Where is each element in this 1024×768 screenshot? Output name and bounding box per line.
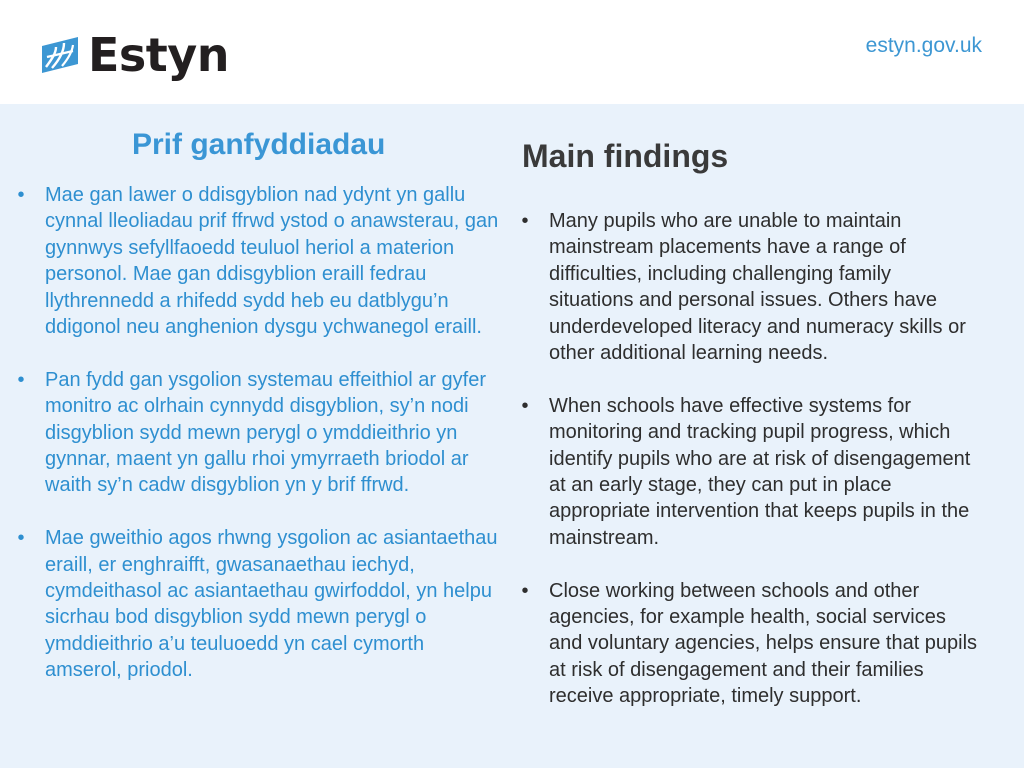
site-url-link[interactable]: estyn.gov.uk xyxy=(865,34,982,57)
bullet-dot: • xyxy=(17,527,25,550)
estyn-logo[interactable] xyxy=(42,28,230,82)
list-item xyxy=(14,525,504,683)
list-item xyxy=(14,182,504,340)
list-item xyxy=(518,208,978,366)
welsh-title: Prif ganfyddiadau xyxy=(132,128,386,161)
bullet-dot: • xyxy=(521,579,529,602)
list-item-text: Many pupils who are unable to maintain mainstream placements have a range of difficulties, including challenging family situations and personal issues. Others have underdeveloped literacy and numeracy skills or other additional learning needs. xyxy=(549,210,966,365)
list-item-text: Pan fydd gan ysgolion systemau effeithiol ar gyfer monitro ac olrhain cynnydd disgyblion, sy’n nodi disgyblion sydd mewn perygl o ymddieithrio yn gynnar, maent yn gallu rhoi ymyrraeth briodol ar waith sy’n cadw disgyblion yn y brif ffrwd. xyxy=(45,368,486,497)
english-findings-list xyxy=(518,208,978,736)
list-item-text: Close working between schools and other agencies, for example health, social services and voluntary agencies, helps ensure that pupils at risk of disengagement and their families receive appropriate, timely support. xyxy=(549,579,978,708)
list-item xyxy=(14,367,504,499)
bullet-dot: • xyxy=(521,394,529,417)
page-header xyxy=(0,0,1024,104)
list-item-text: Mae gweithio agos rhwng ysgolion ac asiantaethau eraill, er enghraifft, gwasanaethau iechyd, cymdeithasol ac asiantaethau gwirfoddol, yn helpu sicrhau bod disgyblion sydd mewn perygl o ymddieithrio a’u teuluoedd yn cael cymorth amserol, priodol. xyxy=(45,527,498,682)
english-title: Main findings xyxy=(522,138,729,174)
list-item-text: When schools have effective systems for monitoring and tracking pupil progress, which identify pupils who are at risk of disengagement at an early stage, they can put in place appropriate intervention that keeps pupils in the mainstream. xyxy=(549,394,971,549)
logo-wordmark: Estyn xyxy=(88,28,230,82)
bullet-dot: • xyxy=(17,368,25,391)
estyn-logo-icon xyxy=(42,37,78,73)
list-item-text: Mae gan lawer o ddisgyblion nad ydynt yn gallu cynnal lleoliadau prif ffrwd ystod o anawsterau, gan gynnwys sefyllfaoedd teuluol heriol a materion personol. Mae gan ddisgyblion eraill fedrau llythrennedd a rhifedd sydd heb eu datblygu’n ddigonol neu anghenion dysgu ychwanegol eraill. xyxy=(45,184,499,339)
list-item xyxy=(518,578,978,710)
bullet-dot: • xyxy=(17,184,25,206)
bullet-dot: • xyxy=(521,210,529,232)
welsh-findings-list xyxy=(14,182,504,710)
list-item xyxy=(518,393,978,551)
